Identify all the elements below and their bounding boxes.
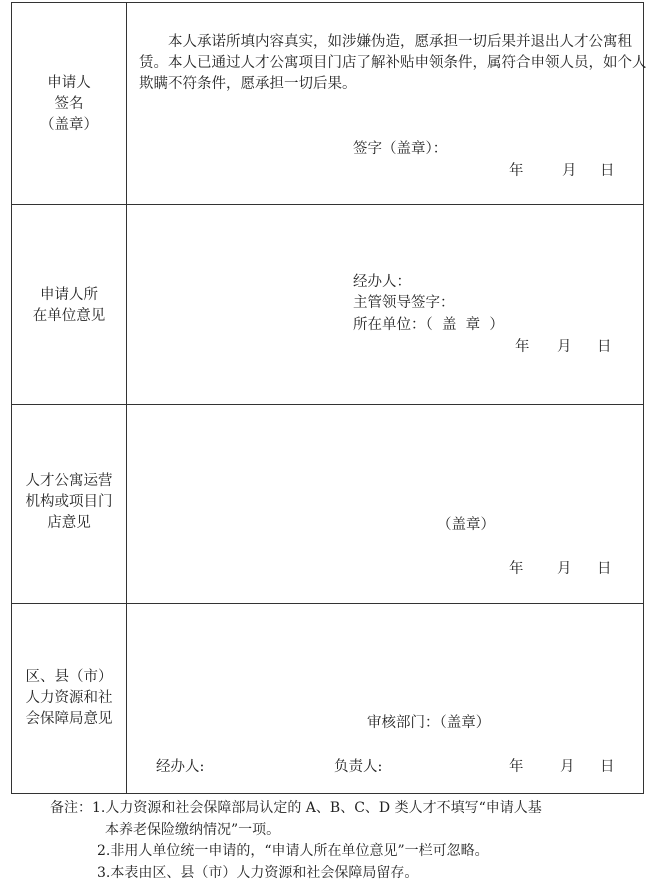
handler-label: 经办人: xyxy=(156,759,205,775)
row-divider-3 xyxy=(12,603,643,604)
note-row xyxy=(50,798,542,820)
date-month: 月 xyxy=(557,339,572,355)
date-year: 年 xyxy=(509,561,524,577)
commitment-text: 本人承诺所填内容真实，如涉嫌伪造，愿承担一切后果并退出人才公寓租赁。本人已通过人才公寓项目门店了解补贴申领条件，属符合申领人员，如个人欺瞒不符条件，愿承担一切后果。 xyxy=(139,34,647,92)
date-year: 年 xyxy=(515,339,530,355)
date-day: 日 xyxy=(600,759,615,775)
note-item: 1.人力资源和社会保障部局认定的 A、B、C、D 类人才不填写“申请人基 xyxy=(92,800,542,816)
supervisor-signature-label: 主管领导签字： xyxy=(353,295,455,311)
apartment-operator-opinion-label xyxy=(12,471,126,534)
note-item: 3.本表由区、县（市）人力资源和社会保障局留存。 xyxy=(97,864,419,881)
label-line: 人力资源和社 xyxy=(25,690,113,706)
seal-label: （盖章） xyxy=(437,517,495,533)
notes-prefix: 备注： xyxy=(50,800,92,816)
date-year: 年 xyxy=(509,163,524,179)
label-line: 人才公寓运营 xyxy=(25,473,113,489)
label-line: 区、县（市） xyxy=(25,669,113,685)
hrss-bureau-opinion-label xyxy=(12,667,126,730)
handler-label: 经办人： xyxy=(353,274,411,290)
date-month: 月 xyxy=(560,759,575,775)
column-divider xyxy=(126,3,127,793)
date-day: 日 xyxy=(600,163,615,179)
label-line: 店意见 xyxy=(47,515,91,531)
unit-seal-label: 所在单位：（ 盖 章 ） xyxy=(353,317,504,333)
label-line: 申请人 xyxy=(47,75,91,91)
label-line: 在单位意见 xyxy=(32,308,106,324)
approval-form-table xyxy=(11,2,647,794)
employer-opinion-label xyxy=(12,285,126,327)
label-line: 签名 xyxy=(54,96,84,112)
date-day: 日 xyxy=(597,561,612,577)
label-line: （盖章） xyxy=(40,117,98,133)
label-line: 会保障局意见 xyxy=(25,711,113,727)
date-month: 月 xyxy=(562,163,577,179)
row-divider-2 xyxy=(12,404,643,405)
date-month: 月 xyxy=(557,561,572,577)
note-item: 本养老保险缴纳情况”一项。 xyxy=(105,821,281,838)
signature-seal-label: 签字（盖章）： xyxy=(353,141,448,157)
date-day: 日 xyxy=(597,339,612,355)
note-item: 2.非用人单位统一申请的，“申请人所在单位意见”一栏可忽略。 xyxy=(97,843,489,859)
date-year: 年 xyxy=(509,759,524,775)
row-divider-1 xyxy=(12,204,643,205)
applicant-signature-label xyxy=(12,73,126,136)
label-line: 申请人所 xyxy=(40,287,98,303)
label-line: 机构或项目门 xyxy=(25,494,113,510)
review-department-label: 审核部门：（盖章） xyxy=(367,715,491,731)
responsible-person-label: 负责人: xyxy=(334,759,383,775)
notes-section xyxy=(50,798,542,884)
